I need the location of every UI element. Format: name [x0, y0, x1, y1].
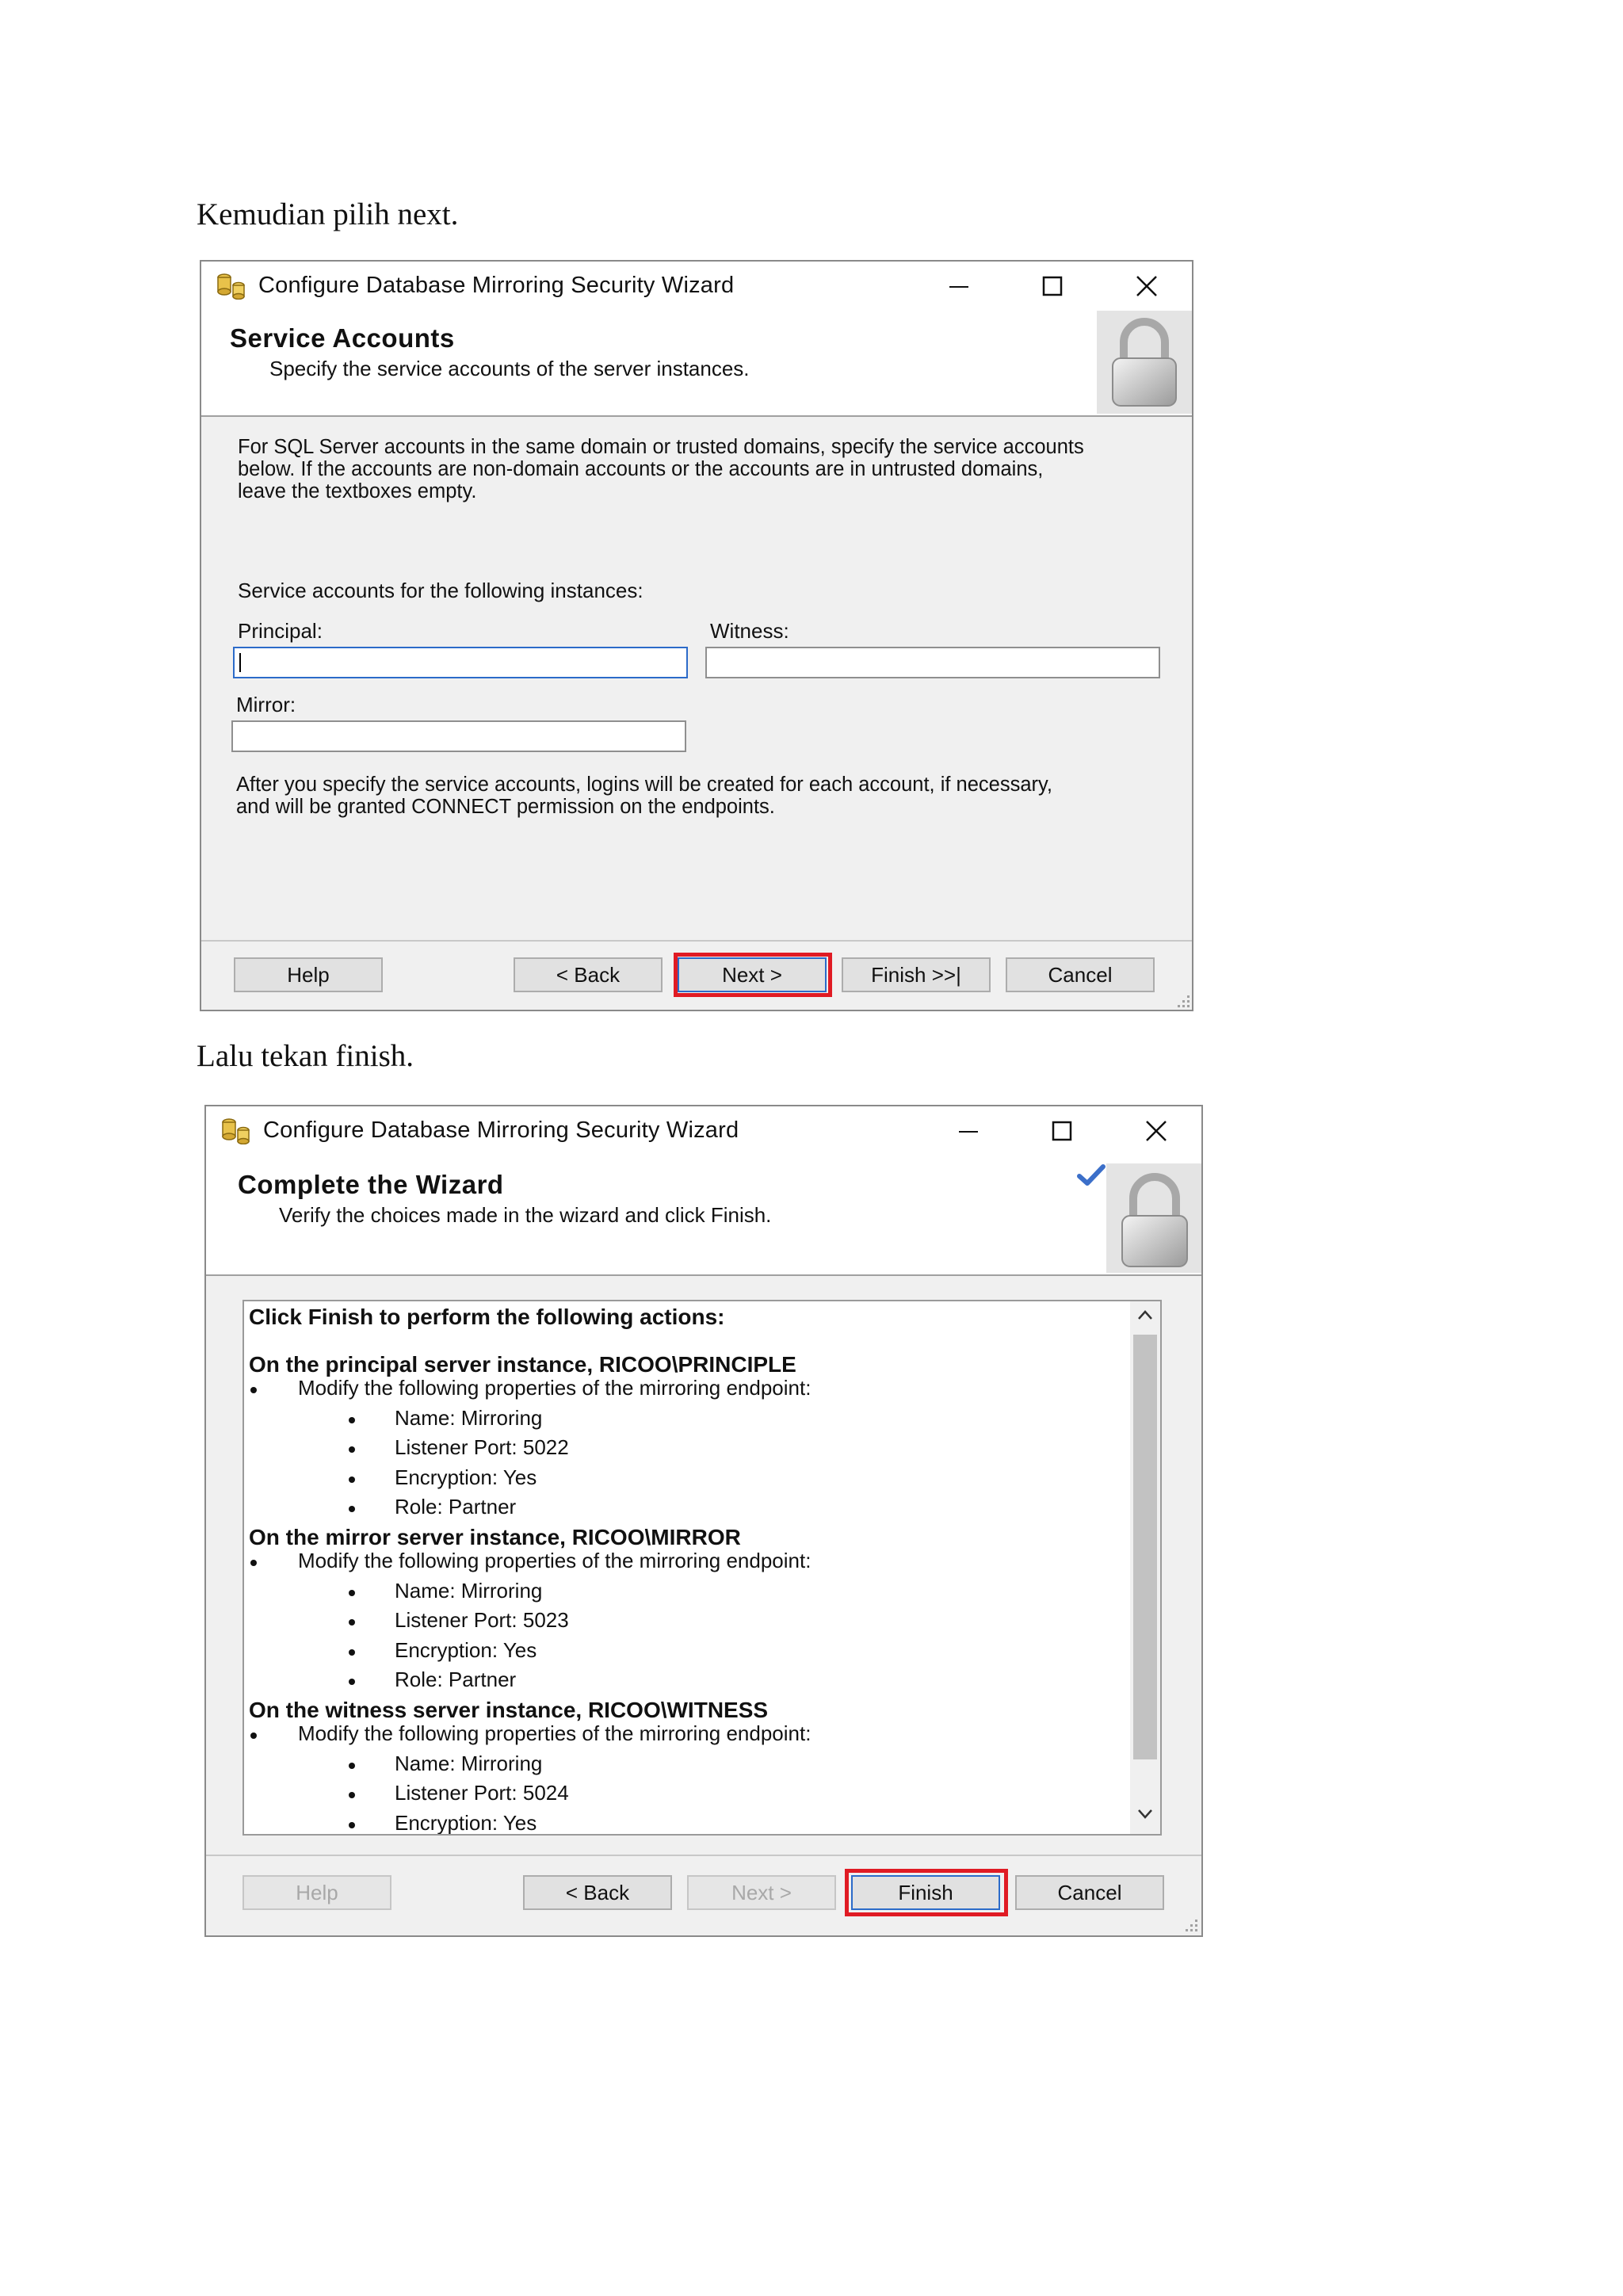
caption-next: Kemudian pilih next. — [197, 197, 459, 231]
maximize-icon — [1050, 1119, 1074, 1143]
wizard-dialog-complete — [204, 1105, 1203, 1937]
instances-label: Service accounts for the following instances: — [238, 579, 643, 602]
bullet — [349, 1417, 355, 1423]
scroll-down-icon[interactable] — [1137, 1809, 1153, 1820]
bullet — [349, 1649, 355, 1656]
bullet — [349, 1619, 355, 1626]
list-item: Listener Port: 5024 — [395, 1781, 569, 1805]
close-button[interactable] — [1119, 266, 1174, 306]
lock-icon — [1106, 1163, 1203, 1273]
back-button[interactable]: < Back — [514, 957, 663, 992]
note-text-line-2: and will be granted CONNECT permission on the endpoints. — [236, 796, 775, 818]
list-item: Encryption: Yes — [395, 1638, 537, 1662]
list-item: Name: Mirroring — [395, 1579, 543, 1603]
bullet — [250, 1387, 257, 1393]
list-item: Name: Mirroring — [395, 1752, 543, 1775]
list-item: Listener Port: 5022 — [395, 1435, 569, 1459]
bullet — [349, 1506, 355, 1512]
footer-divider — [206, 1855, 1201, 1856]
finish-highlight-box — [845, 1869, 1008, 1916]
bullet — [250, 1560, 257, 1566]
next-button[interactable]: Next > — [678, 957, 827, 992]
list-item: Role: Partner — [395, 1668, 517, 1691]
footer-divider — [201, 940, 1192, 942]
scroll-up-icon[interactable] — [1137, 1309, 1153, 1320]
bullet — [349, 1590, 355, 1596]
section-heading-principal: On the principal server instance, RICOO\PRINCIPLE — [249, 1352, 796, 1377]
mirror-label: Mirror: — [236, 693, 296, 716]
intro-text-line-2: below. If the accounts are non-domain accounts or the accounts are in untrusted domains, — [238, 458, 1044, 480]
window-title: Configure Database Mirroring Security Wizard — [258, 273, 735, 298]
bullet — [349, 1763, 355, 1769]
section-heading-mirror: On the mirror server instance, RICOO\MIRROR — [249, 1525, 741, 1549]
minimize-button[interactable] — [941, 1111, 996, 1151]
bullet — [349, 1792, 355, 1798]
note-text-line-1: After you specify the service accounts, logins will be created for each account, if necessary, — [236, 774, 1052, 796]
close-icon — [1144, 1119, 1168, 1143]
resize-grip-icon[interactable] — [1173, 991, 1192, 1010]
window-title: Configure Database Mirroring Security Wizard — [263, 1117, 739, 1143]
minimize-button[interactable] — [931, 266, 987, 306]
list-item: Modify the following properties of the mirroring endpoint: — [298, 1549, 812, 1572]
page-subtitle: Verify the choices made in the wizard and click Finish. — [279, 1203, 772, 1227]
vertical-scrollbar[interactable] — [1130, 1301, 1160, 1834]
finish-button[interactable]: Finish — [851, 1875, 1000, 1910]
intro-text-line-1: For SQL Server accounts in the same domain or trusted domains, specify the service accounts — [238, 436, 1084, 458]
finish-button[interactable]: Finish >>| — [842, 957, 991, 992]
intro-text-line-3: leave the textboxes empty. — [238, 480, 477, 502]
witness-account-input[interactable] — [705, 647, 1160, 678]
maximize-button[interactable] — [1025, 266, 1080, 306]
next-highlight-box — [674, 953, 832, 997]
wizard-dialog-service-accounts — [200, 260, 1193, 1011]
summary-heading: Click Finish to perform the following actions: — [249, 1305, 725, 1329]
page-subtitle: Specify the service accounts of the server instances. — [269, 357, 750, 380]
bullet — [349, 1446, 355, 1453]
maximize-button[interactable] — [1034, 1111, 1090, 1151]
bullet — [250, 1733, 257, 1739]
page-title: Complete the Wizard — [238, 1170, 504, 1199]
cancel-button[interactable]: Cancel — [1015, 1875, 1164, 1910]
bullet — [349, 1679, 355, 1685]
close-button[interactable] — [1128, 1111, 1184, 1151]
wizard-header — [206, 1157, 1201, 1276]
list-item: Encryption: Yes — [395, 1811, 537, 1835]
back-button[interactable]: < Back — [523, 1875, 672, 1910]
app-icon — [216, 273, 247, 300]
section-heading-witness: On the witness server instance, RICOO\WITNESS — [249, 1698, 769, 1722]
page-title: Service Accounts — [230, 323, 455, 353]
caption-finish: Lalu tekan finish. — [197, 1039, 414, 1073]
minimize-icon — [947, 274, 971, 298]
next-button[interactable]: Next > — [687, 1875, 836, 1910]
maximize-icon — [1041, 274, 1064, 298]
resize-grip-icon[interactable] — [1181, 1915, 1200, 1934]
cancel-button[interactable]: Cancel — [1006, 957, 1155, 992]
lock-icon — [1097, 311, 1192, 414]
summary-list[interactable] — [242, 1300, 1162, 1836]
title-bar — [206, 1106, 1201, 1157]
principal-label: Principal: — [238, 619, 323, 643]
minimize-icon — [957, 1119, 980, 1143]
text-caret — [239, 653, 241, 672]
title-bar — [201, 262, 1192, 312]
list-item: Listener Port: 5023 — [395, 1608, 569, 1632]
checkmark-icon — [1076, 1163, 1106, 1187]
list-item: Name: Mirroring — [395, 1406, 543, 1430]
principal-account-input[interactable] — [233, 647, 688, 678]
mirror-account-input[interactable] — [231, 720, 686, 752]
list-item: Role: Partner — [395, 1495, 517, 1519]
bullet — [349, 1822, 355, 1828]
list-item: Encryption: Yes — [395, 1465, 537, 1489]
close-icon — [1135, 274, 1159, 298]
app-icon — [220, 1117, 252, 1144]
list-item: Modify the following properties of the mirroring endpoint: — [298, 1721, 812, 1745]
help-button[interactable]: Help — [242, 1875, 391, 1910]
list-item: Modify the following properties of the mirroring endpoint: — [298, 1376, 812, 1400]
wizard-header — [201, 312, 1192, 417]
bullet — [349, 1477, 355, 1483]
scrollbar-thumb[interactable] — [1133, 1335, 1157, 1759]
help-button[interactable]: Help — [234, 957, 383, 992]
witness-label: Witness: — [710, 619, 789, 643]
